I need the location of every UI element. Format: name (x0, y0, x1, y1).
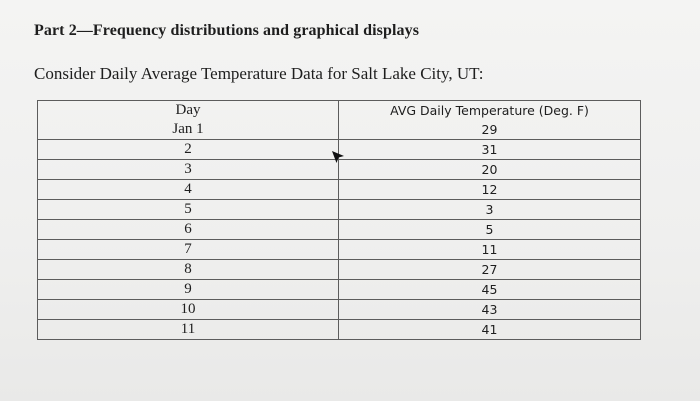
mouse-pointer-icon (331, 150, 345, 164)
table-row (38, 101, 641, 121)
day-cell: 10 (38, 300, 339, 320)
table-row (38, 260, 641, 280)
temperature-cell: 31 (339, 140, 641, 160)
table-row (38, 240, 641, 260)
day-cell: 2 (38, 140, 339, 160)
temperature-cell: 43 (339, 300, 641, 320)
temperature-cell: 3 (339, 200, 641, 220)
temperature-column-header: AVG Daily Temperature (Deg. F) (339, 101, 641, 121)
temperature-cell: 45 (339, 280, 641, 300)
day-cell: 4 (38, 180, 339, 200)
temperature-table (37, 100, 641, 340)
day-cell: Jan 1 (38, 120, 339, 140)
table-row (38, 120, 641, 140)
section-heading: Part 2—Frequency distributions and graphical displays (34, 22, 420, 39)
temperature-cell: 12 (339, 180, 641, 200)
table-row (38, 320, 641, 340)
temperature-cell: 20 (339, 160, 641, 180)
day-cell: 9 (38, 280, 339, 300)
temperature-cell: 5 (339, 220, 641, 240)
day-cell: 3 (38, 160, 339, 180)
temperature-cell: 41 (339, 320, 641, 340)
day-cell: 5 (38, 200, 339, 220)
table-row (38, 280, 641, 300)
table-row (38, 180, 641, 200)
table-row (38, 220, 641, 240)
day-cell: 6 (38, 220, 339, 240)
day-cell: 7 (38, 240, 339, 260)
temperature-cell: 29 (339, 120, 641, 140)
day-column-header: Day (38, 101, 339, 121)
day-cell: 11 (38, 320, 339, 340)
temperature-cell: 11 (339, 240, 641, 260)
intro-text: Consider Daily Average Temperature Data for Salt Lake City, UT: (34, 64, 484, 83)
day-cell: 8 (38, 260, 339, 280)
table-row (38, 200, 641, 220)
temperature-cell: 27 (339, 260, 641, 280)
table-row (38, 300, 641, 320)
